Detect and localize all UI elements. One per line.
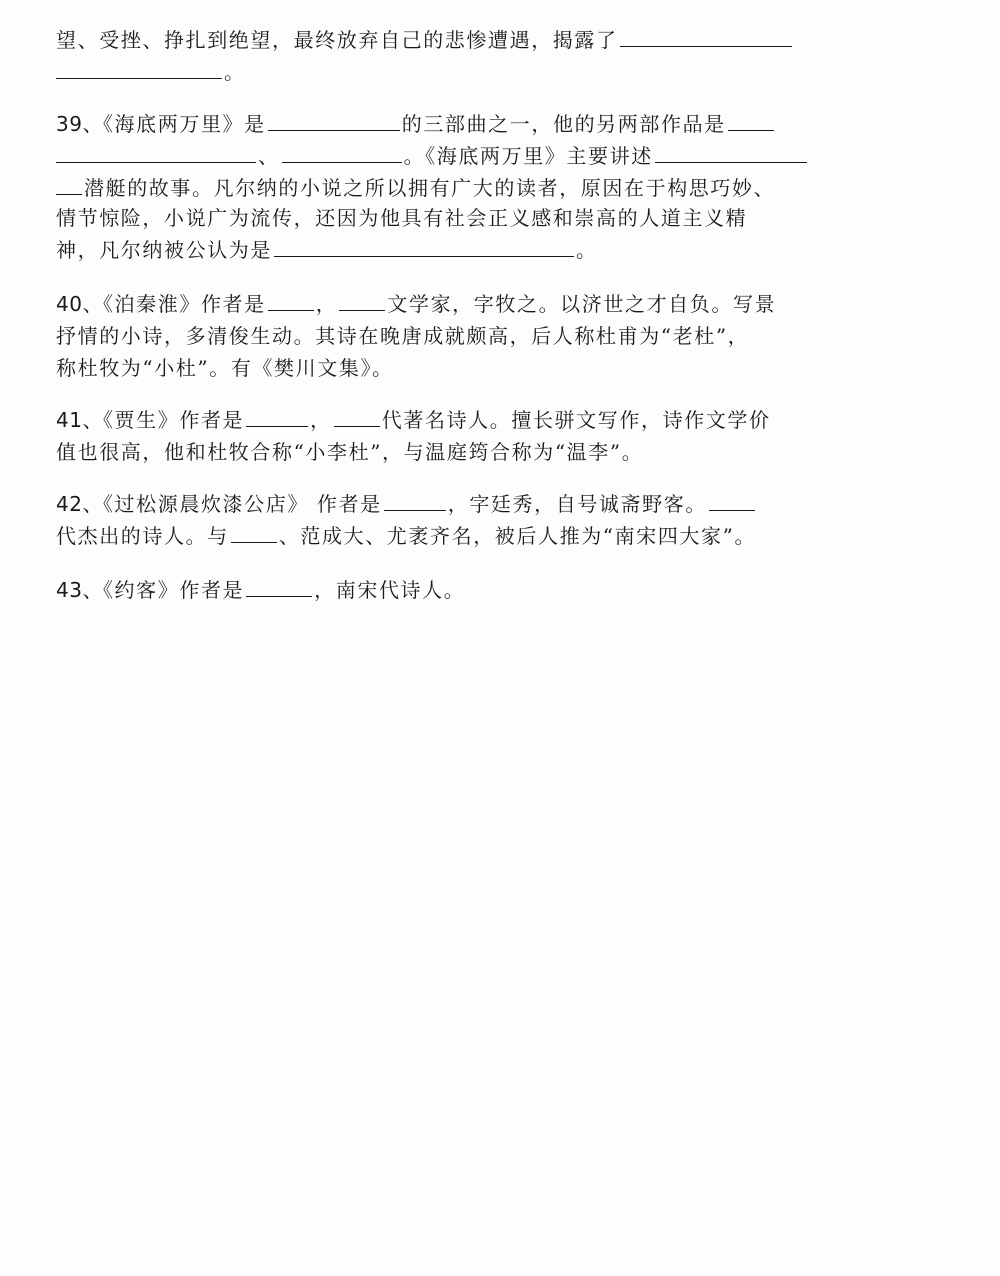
q39-blank-work2[interactable] bbox=[282, 142, 402, 163]
q39-line-5 bbox=[56, 236, 598, 264]
q40-blank-author[interactable] bbox=[268, 290, 314, 311]
q39-blank-story-b[interactable] bbox=[56, 174, 82, 195]
q39-line-1 bbox=[56, 110, 776, 138]
q43-text-1b: ，南宋代诗人。 bbox=[314, 578, 466, 602]
q43-text-1a: 《约客》作者是 bbox=[102, 578, 245, 602]
q39-text-5b: 。 bbox=[576, 238, 598, 262]
q39-blank-work1a[interactable] bbox=[728, 110, 774, 131]
q40-line-1 bbox=[56, 290, 776, 318]
q41-text-1b: ， bbox=[310, 408, 332, 432]
q39-blank-title[interactable] bbox=[274, 236, 574, 257]
q40-text-1b: ， bbox=[315, 292, 338, 316]
q39-line-4 bbox=[56, 204, 747, 232]
q42-number: 42、 bbox=[56, 492, 103, 516]
q39-text-2a: 、 bbox=[258, 144, 280, 168]
q42-text-2b: 、范成大、尤袤齐名，被后人推为“南宋四大家”。 bbox=[278, 524, 757, 548]
q42-line-2 bbox=[56, 522, 756, 550]
q41-line-2 bbox=[56, 438, 643, 466]
q40-text-1c: 文学家，字牧之。以济世之才自负。写景 bbox=[387, 292, 777, 316]
q39-blank-story-a[interactable] bbox=[655, 142, 807, 163]
q40-blank-dynasty[interactable] bbox=[339, 290, 385, 311]
q38-line-2 bbox=[56, 58, 246, 86]
q39-text-5a: 神，凡尔纳被公认为是 bbox=[56, 238, 272, 262]
q42-blank-author[interactable] bbox=[384, 490, 446, 511]
q40-line-2 bbox=[56, 322, 749, 350]
q39-blank-work1b[interactable] bbox=[56, 142, 256, 163]
q39-line-3 bbox=[56, 174, 775, 202]
q39-text-4: 情节惊险，小说广为流传，还因为他具有社会正义感和崇高的人道主义精 bbox=[56, 206, 748, 230]
q41-line-1 bbox=[56, 406, 771, 434]
q38-blank-2[interactable] bbox=[56, 58, 222, 79]
q40-text-2: 抒情的小诗，多清俊生动。其诗在晚唐成就颇高，后人称杜甫为“老杜”， bbox=[56, 324, 750, 348]
q38-blank-1[interactable] bbox=[620, 26, 792, 47]
q42-text-1a: 《过松源晨炊漆公店》 作者是 bbox=[102, 492, 382, 516]
q39-text-1a: 《海底两万里》是 bbox=[102, 112, 266, 136]
q39-text-3: 潜艇的故事。凡尔纳的小说之所以拥有广大的读者，原因在于构思巧妙、 bbox=[84, 176, 776, 200]
q42-line-1 bbox=[56, 490, 757, 518]
q39-number: 39、 bbox=[56, 112, 103, 136]
q40-line-3 bbox=[56, 354, 394, 382]
q39-text-2b: 。《海底两万里》主要讲述 bbox=[403, 144, 653, 168]
q40-text-1a: 《泊秦淮》作者是 bbox=[102, 292, 266, 316]
q39-line-2 bbox=[56, 142, 809, 170]
q41-blank-dynasty[interactable] bbox=[334, 406, 380, 427]
q41-text-1c: 代著名诗人。擅长骈文写作，诗作文学价 bbox=[381, 408, 771, 432]
q41-number: 41、 bbox=[56, 408, 103, 432]
q41-text-1a: 《贾生》作者是 bbox=[102, 408, 245, 432]
q43-blank-author[interactable] bbox=[246, 576, 312, 597]
q41-blank-author[interactable] bbox=[246, 406, 308, 427]
q38-text: 望、受挫、挣扎到绝望，最终放弃自己的悲惨遭遇，揭露了 bbox=[56, 28, 618, 52]
q43-number: 43、 bbox=[56, 578, 103, 602]
q39-blank-author[interactable] bbox=[268, 110, 400, 131]
q38-end-punct: 。 bbox=[224, 60, 246, 84]
q38-line-1 bbox=[56, 26, 794, 54]
q39-text-1b: 的三部曲之一，他的另两部作品是 bbox=[401, 112, 726, 136]
q42-text-1b: ，字廷秀，自号诚斋野客。 bbox=[447, 492, 707, 516]
q42-blank-peer[interactable] bbox=[231, 522, 277, 543]
q42-text-2a: 代杰出的诗人。与 bbox=[56, 524, 229, 548]
q40-number: 40、 bbox=[56, 292, 103, 316]
q41-text-2: 值也很高，他和杜牧合称“小李杜”，与温庭筠合称为“温李”。 bbox=[56, 440, 644, 464]
q42-blank-dynasty[interactable] bbox=[709, 490, 755, 511]
q40-text-3: 称杜牧为“小杜”。有《樊川文集》。 bbox=[56, 356, 394, 380]
q43-line-1 bbox=[56, 576, 465, 604]
